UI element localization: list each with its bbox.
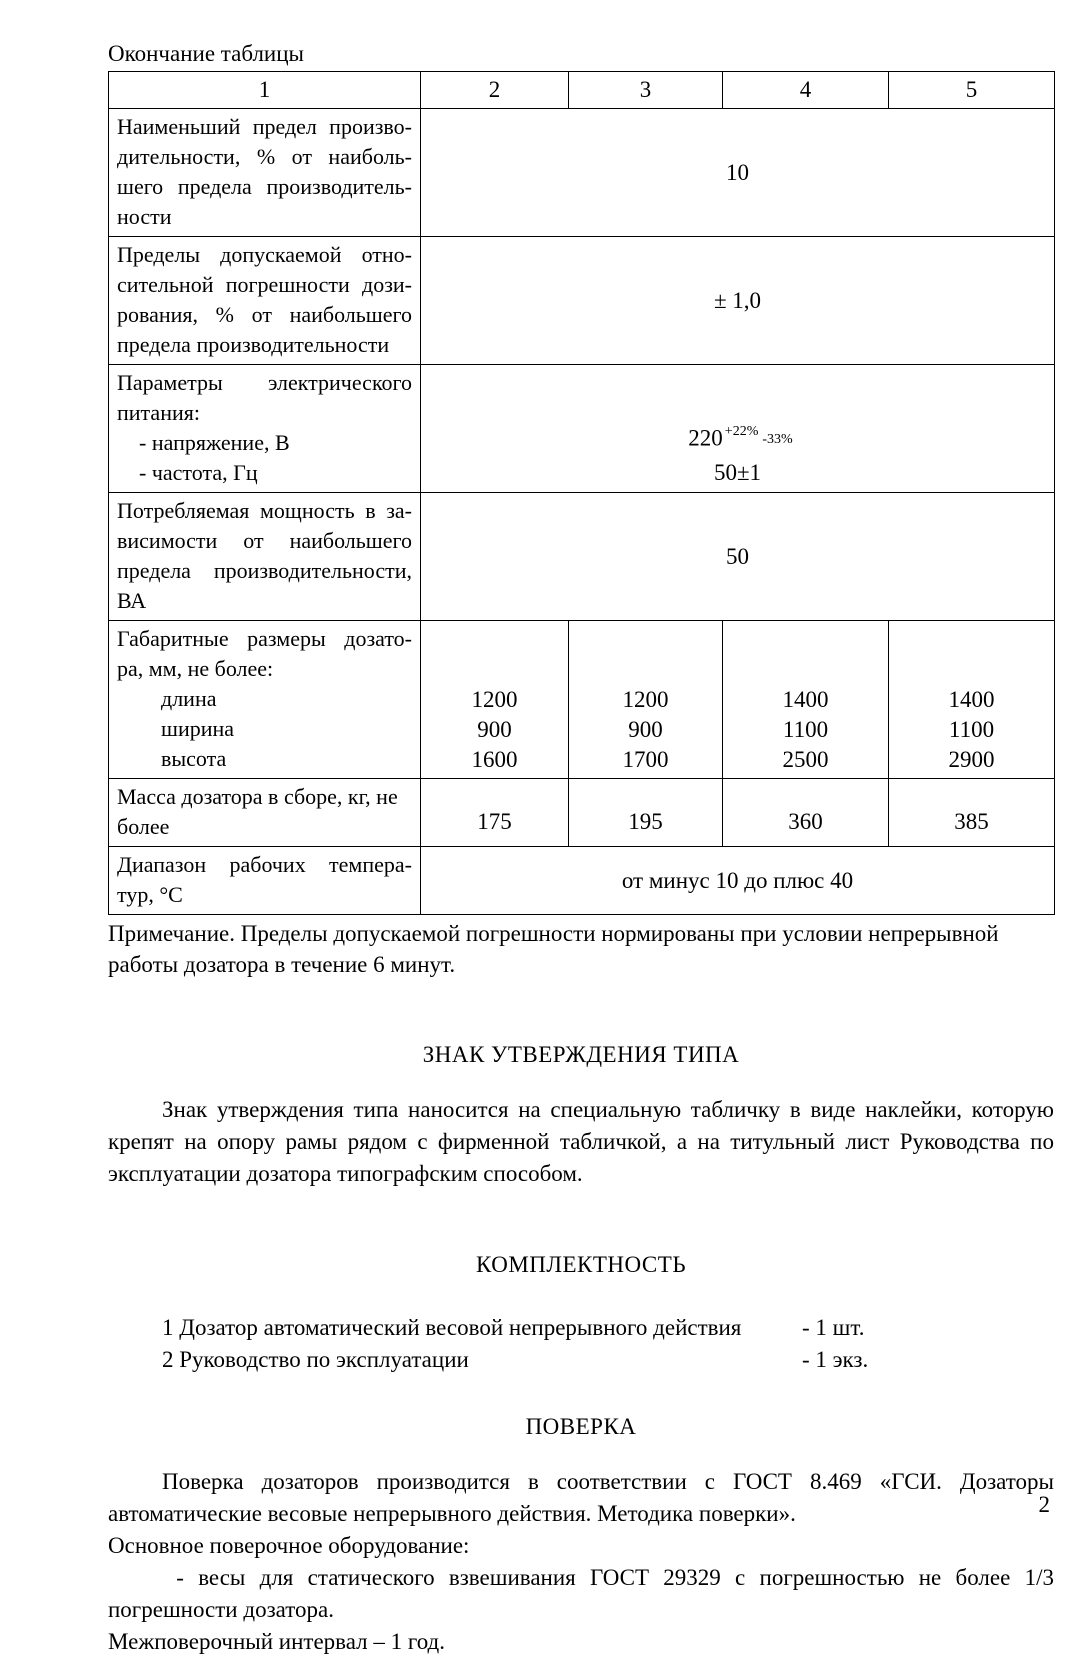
dimension-height: 2900 bbox=[948, 747, 995, 772]
mass-value: 195 bbox=[628, 809, 663, 834]
column-header-3: 3 bbox=[569, 72, 723, 109]
completeness-item-qty: - 1 экз. bbox=[802, 1347, 869, 1372]
row-value-mass-col4 bbox=[723, 779, 889, 847]
section-heading-type-approval: ЗНАК УТВЕРЖДЕНИЯ ТИПА bbox=[422, 1042, 740, 1067]
line-verification-interval bbox=[108, 1626, 1054, 1658]
paragraph-text: Знак утверждения типа наносится на специальную табличку в виде наклейки, которую крепят на опору рамы рядом с фирменной табличкой, а на титульный лист Руководства по эксплуатации дозатора типографским способом. bbox=[108, 1097, 1054, 1186]
label-line: предела производительности, bbox=[117, 558, 412, 583]
row-value-dimensions-col5 bbox=[889, 621, 1055, 779]
table-row bbox=[109, 847, 1055, 915]
page-content bbox=[108, 40, 1054, 1658]
dimension-height: 1700 bbox=[622, 747, 669, 772]
row-label-min-capacity bbox=[109, 109, 421, 237]
row-value-power-parameters bbox=[421, 365, 1055, 493]
table-row bbox=[109, 621, 1055, 779]
row-label-mass bbox=[109, 779, 421, 847]
column-header-2: 2 bbox=[421, 72, 569, 109]
spacer bbox=[889, 621, 1054, 685]
column-header-5: 5 bbox=[889, 72, 1055, 109]
label-line: Наименьший предел произво- bbox=[117, 114, 412, 139]
completeness-item-name: 2 Руководство по эксплуатации bbox=[162, 1347, 469, 1372]
spacer bbox=[723, 779, 888, 807]
label-line: питания: bbox=[117, 400, 200, 425]
table-row bbox=[109, 365, 1055, 493]
label-line: рования, % от наибольшего bbox=[117, 302, 412, 327]
row-value-dimensions-col3 bbox=[569, 621, 723, 779]
label-line: тур, °С bbox=[117, 882, 183, 907]
row-value-mass-col5 bbox=[889, 779, 1055, 847]
label-line-height: высота bbox=[161, 746, 227, 771]
line-verification-equipment bbox=[108, 1530, 1054, 1562]
label-line: сительной погрешности дози- bbox=[117, 272, 412, 297]
row-value-dosing-error: ± 1,0 bbox=[421, 237, 1055, 365]
spacer bbox=[723, 621, 888, 685]
dimension-length: 1200 bbox=[622, 687, 669, 712]
row-value-dimensions-col4 bbox=[723, 621, 889, 779]
paragraph-verification-1 bbox=[108, 1466, 1054, 1530]
table-row bbox=[109, 779, 1055, 847]
list-item bbox=[108, 1344, 1054, 1376]
completeness-item-name: 1 Дозатор автоматический весовой непрерывного действия bbox=[162, 1315, 742, 1340]
label-line-frequency: - частота, Гц bbox=[139, 460, 258, 485]
line-text: Межповерочный интервал – 1 год. bbox=[108, 1629, 446, 1654]
row-label-dimensions bbox=[109, 621, 421, 779]
row-value-min-capacity: 10 bbox=[421, 109, 1055, 237]
paragraph-verification-scales bbox=[108, 1562, 1054, 1626]
specifications-table bbox=[108, 71, 1055, 915]
row-value-temperature: от минус 10 до плюс 40 bbox=[421, 847, 1055, 915]
mass-value: 175 bbox=[477, 809, 512, 834]
column-header-4: 4 bbox=[723, 72, 889, 109]
paragraph-text: Поверка дозаторов производится в соответствии с ГОСТ 8.469 «ГСИ. Дозаторы автоматические весовые непрерывного действия. Методика поверки». bbox=[108, 1469, 1054, 1526]
note-line: работы дозатора в течение 6 минут. bbox=[108, 952, 456, 977]
completeness-item-qty: - 1 шт. bbox=[802, 1315, 865, 1340]
spacer bbox=[569, 779, 722, 807]
completeness-list bbox=[108, 1312, 1054, 1376]
section-heading-verification: ПОВЕРКА bbox=[525, 1414, 637, 1439]
label-line: более bbox=[117, 814, 170, 839]
voltage-base: 220 bbox=[688, 426, 723, 451]
table-header-row bbox=[109, 72, 1055, 109]
row-value-dimensions-col2 bbox=[421, 621, 569, 779]
line-text: Основное поверочное оборудование: bbox=[108, 1533, 470, 1558]
table-row bbox=[109, 109, 1055, 237]
dimension-length: 1400 bbox=[782, 687, 829, 712]
spacer bbox=[889, 779, 1054, 807]
row-value-power-consumption: 50 bbox=[421, 493, 1055, 621]
spacer bbox=[569, 621, 722, 685]
voltage-composite bbox=[688, 419, 793, 458]
label-line-width: ширина bbox=[161, 716, 235, 741]
label-line-voltage: - напряжение, В bbox=[139, 430, 290, 455]
row-label-temperature bbox=[109, 847, 421, 915]
label-line: Пределы допускаемой отно- bbox=[117, 242, 412, 267]
label-line: ности bbox=[117, 204, 172, 229]
page-number: 2 bbox=[1038, 1492, 1050, 1517]
voltage-value-line bbox=[421, 419, 1054, 458]
label-line: висимости от наибольшего bbox=[117, 528, 412, 553]
column-header-1: 1 bbox=[109, 72, 421, 109]
voltage-tolerance-upper: +22% bbox=[724, 424, 759, 440]
label-line: Параметры электрического bbox=[117, 370, 412, 395]
label-line: Потребляемая мощность в за- bbox=[117, 498, 412, 523]
dimension-width: 1100 bbox=[948, 717, 995, 742]
label-line-length: длина bbox=[161, 686, 217, 711]
mass-value: 385 bbox=[954, 809, 989, 834]
row-label-power-consumption bbox=[109, 493, 421, 621]
table-row bbox=[109, 237, 1055, 365]
row-value-mass-col2 bbox=[421, 779, 569, 847]
table-note bbox=[108, 918, 1054, 980]
mass-value: 360 bbox=[788, 809, 823, 834]
power-values-block bbox=[421, 419, 1054, 488]
row-label-dosing-error bbox=[109, 237, 421, 365]
dimension-width: 900 bbox=[628, 717, 663, 742]
section-heading-completeness: КОМПЛЕКТНОСТЬ bbox=[475, 1252, 687, 1277]
row-value-mass-col3 bbox=[569, 779, 723, 847]
note-line: Примечание. Пределы допускаемой погрешности нормированы при условии непрерывной bbox=[108, 921, 999, 946]
dimension-width: 900 bbox=[477, 717, 512, 742]
table-caption: Окончание таблицы bbox=[108, 41, 304, 66]
label-line: Масса дозатора в сборе, кг, не bbox=[117, 784, 398, 809]
paragraph-text: - весы для статического взвешивания ГОСТ 29329 с погрешностью не более 1/3 погрешности дозатора. bbox=[108, 1565, 1054, 1622]
voltage-tolerance-lower: -33% bbox=[762, 432, 793, 447]
label-line: дительности, % от наиболь- bbox=[117, 144, 412, 169]
label-line: Диапазон рабочих темпера- bbox=[117, 852, 412, 877]
dimension-length: 1200 bbox=[471, 687, 518, 712]
spacer bbox=[108, 1376, 1054, 1414]
label-line: ВА bbox=[117, 588, 147, 613]
dimension-height: 1600 bbox=[471, 747, 518, 772]
row-label-power-parameters bbox=[109, 365, 421, 493]
table-row bbox=[109, 493, 1055, 621]
dimension-height: 2500 bbox=[782, 747, 829, 772]
dimension-length: 1400 bbox=[948, 687, 995, 712]
dimension-width: 1100 bbox=[782, 717, 829, 742]
frequency-value-line: 50±1 bbox=[713, 460, 762, 485]
label-line: предела производительности bbox=[117, 332, 390, 357]
paragraph-type-approval bbox=[108, 1094, 1054, 1190]
label-line: Габаритные размеры дозато- bbox=[117, 626, 412, 651]
label-line: ра, мм, не более: bbox=[117, 656, 274, 681]
spacer bbox=[421, 779, 568, 807]
spacer bbox=[421, 621, 568, 685]
list-item bbox=[108, 1312, 1054, 1344]
label-line: шего предела производитель- bbox=[117, 174, 412, 199]
